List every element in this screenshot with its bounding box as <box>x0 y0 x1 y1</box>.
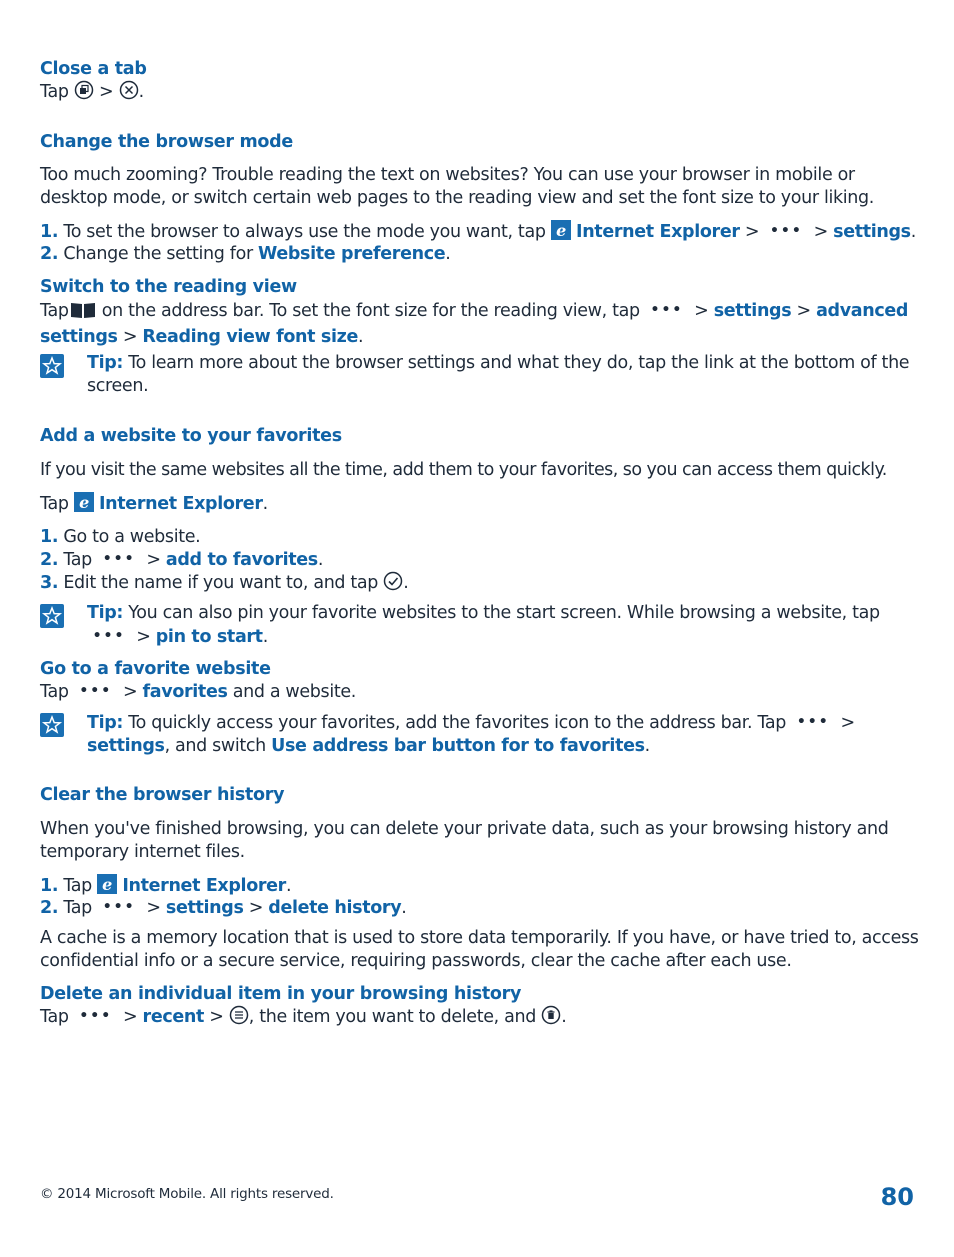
add-favorites-step-2: 2. Tap ••• > add to favorites. <box>40 550 324 570</box>
copyright-footer: © 2014 Microsoft Mobile. All rights reserved. <box>40 1186 334 1202</box>
more-dots-icon: ••• <box>79 683 113 699</box>
tabs-icon <box>74 80 94 107</box>
trash-icon <box>541 1005 561 1032</box>
heading-reading-view: Switch to the reading view <box>40 277 297 297</box>
browser-mode-step-1: 1. To set the browser to always use the mode you want, tap e Internet Explorer > ••• > settings. <box>40 220 920 247</box>
more-dots-icon: ••• <box>79 1008 113 1024</box>
star-tip-icon <box>40 713 64 737</box>
svg-text:e: e <box>555 221 566 240</box>
more-dots-icon: ••• <box>650 302 684 318</box>
cache-explanation: A cache is a memory location that is used to store data temporarily. If you have, or have tried to, access confidential info or a secure service, requiring passwords, clear the cache after each use. <box>40 928 919 971</box>
more-dots-icon: ••• <box>102 899 136 915</box>
more-dots-icon: ••• <box>92 627 126 644</box>
add-favorites-tap-ie: Tap e Internet Explorer. <box>40 492 920 519</box>
internet-explorer-icon <box>74 492 94 519</box>
svg-text:e: e <box>102 875 113 894</box>
add-favorites-step-1: 1. Go to a website. <box>40 527 201 547</box>
delete-item-line: Tap ••• > recent > , the item you want to delete, and . <box>40 1005 920 1032</box>
heading-close-tab: Close a tab <box>40 59 147 79</box>
more-dots-icon: ••• <box>102 551 136 567</box>
browser-mode-intro: Too much zooming? Trouble reading the text on websites? You can use your browser in mobile or desktop mode, or switch certain web pages to the reading view and set the font size to your liking. <box>40 165 874 208</box>
svg-text:e: e <box>78 493 89 512</box>
clear-history-step-1: 1. Tap e Internet Explorer. <box>40 874 920 901</box>
heading-add-favorites: Add a website to your favorites <box>40 426 342 446</box>
close-tab-line: Tap > . <box>40 80 920 107</box>
page-number: 80 <box>880 1183 914 1211</box>
go-favorite-line: Tap ••• > favorites and a website. <box>40 682 356 702</box>
more-dots-icon: ••• <box>796 714 830 730</box>
clear-history-intro: When you've finished browsing, you can delete your private data, such as your browsing history and temporary internet files. <box>40 819 889 862</box>
heading-browser-mode: Change the browser mode <box>40 132 293 152</box>
browser-mode-step-2: 2. Change the setting for Website preference. <box>40 244 451 264</box>
reading-view-text: Tap on the address bar. To set the font size for the reading view, tap ••• > settings > advanced settings > Reading view font size. <box>40 301 909 347</box>
star-tip-icon <box>40 604 64 628</box>
check-circle-icon <box>383 571 403 598</box>
add-favorites-intro: If you visit the same websites all the time, add them to your favorites, so you can access them quickly. <box>40 460 887 480</box>
star-tip-icon <box>40 354 64 378</box>
heading-go-favorite: Go to a favorite website <box>40 659 271 679</box>
more-dots-icon: ••• <box>769 223 803 239</box>
heading-delete-item: Delete an individual item in your browsing history <box>40 984 522 1004</box>
reading-view-icon <box>69 301 97 326</box>
add-favorites-step-3: 3. Edit the name if you want to, and tap . <box>40 571 920 598</box>
heading-clear-history: Clear the browser history <box>40 785 285 805</box>
list-icon <box>229 1005 249 1032</box>
close-circle-icon <box>119 80 139 107</box>
clear-history-step-2: 2. Tap ••• > settings > delete history. <box>40 898 407 918</box>
